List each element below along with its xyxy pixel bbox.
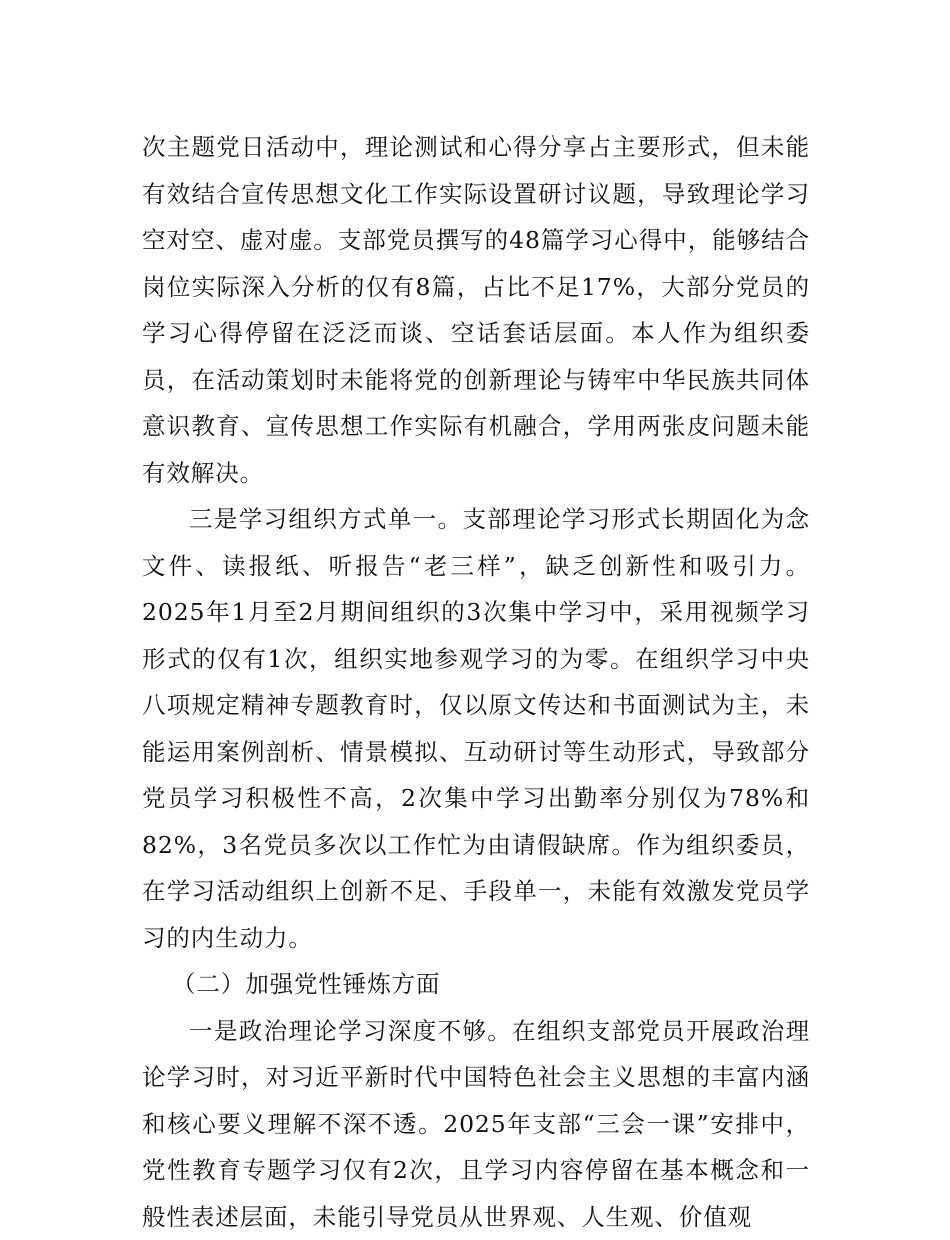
section-heading: （二）加强党性锤炼方面 — [142, 961, 810, 1008]
paragraph-third-point: 三是学习组织方式单一。支部理论学习形式长期固化为念文件、读报纸、听报告“老三样”，缺乏创新性和吸引力。2025年1月至2月期间组织的3次集中学习中，采用视频学习形式的仅有1次，组织实地参观学习的为零。在组织学习中央八项规定精神专题教育时，仅以原文传达和书面测试为主，未能运用案例剖析、情景模拟、互动研讨等生动形式，导致部分党员学习积极性不高，2次集中学习出勤率分别仅为78%和82%，3名党员多次以工作忙为由请假缺席。作为组织委员，在学习活动组织上创新不足、手段单一，未能有效激发党员学习的内生动力。 — [142, 496, 810, 961]
paragraph-continuation: 次主题党日活动中，理论测试和心得分享占主要形式，但未能有效结合宣传思想文化工作实际设置研讨议题，导致理论学习空对空、虚对虚。支部党员撰写的48篇学习心得中，能够结合岗位实际深入分析的仅有8篇，占比不足17%，大部分党员的学习心得停留在泛泛而谈、空话套话层面。本人作为组织委员，在活动策划时未能将党的创新理论与铸牢中华民族共同体意识教育、宣传思想工作实际有机融合，学用两张皮问题未能有效解决。 — [142, 124, 810, 496]
paragraph-first-point: 一是政治理论学习深度不够。在组织支部党员开展政治理论学习时，对习近平新时代中国特色社会主义思想的丰富内涵和核心要义理解不深不透。2025年支部“三会一课”安排中，党性教育专题学习仅有2次，且学习内容停留在基本概念和一般性表述层面，未能引导党员从世界观、人生观、价值观 — [142, 1008, 810, 1240]
document-page — [142, 124, 810, 1240]
